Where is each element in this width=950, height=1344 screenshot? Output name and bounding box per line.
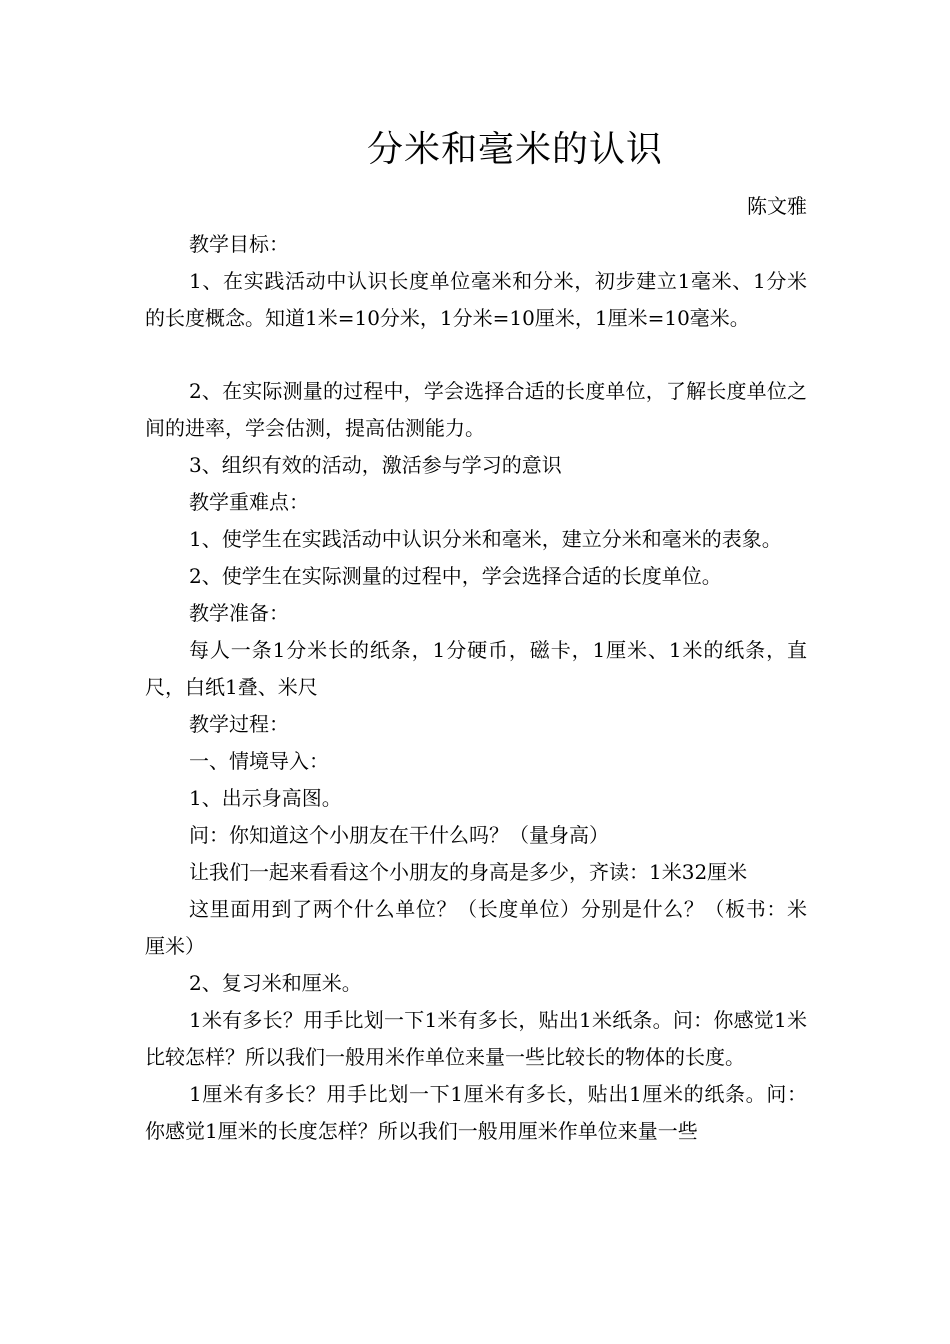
paragraph: 1厘米有多长？用手比划一下1厘米有多长，贴出1厘米的纸条。问：你感觉1厘米的长度怎样？所以我们一般用厘米作单位来量一些 (145, 1082, 807, 1143)
paragraph: 教学准备： (189, 601, 289, 625)
document-author: 陈文雅 (747, 194, 807, 218)
paragraph: 一、情境导入： (189, 749, 329, 773)
paragraph: 2、使学生在实际测量的过程中，学会选择合适的长度单位。 (189, 564, 722, 588)
paragraph: 让我们一起来看看这个小朋友的身高是多少，齐读：1米32厘米 (189, 860, 748, 884)
document-body (145, 226, 807, 1150)
paragraph: 1、在实践活动中认识长度单位毫米和分米，初步建立1毫米、1分米的长度概念。知道1米=10分米，1分米=10厘米，1厘米=10毫米。 (145, 269, 807, 330)
paragraph: 问：你知道这个小朋友在干什么吗？（量身高） (189, 823, 609, 847)
paragraph: 每人一条1分米长的纸条，1分硬币，磁卡，1厘米、1米的纸条，直尺，白纸1叠、米尺 (145, 638, 807, 699)
paragraph: 教学目标： (189, 232, 289, 256)
paragraph: 教学重难点： (189, 490, 309, 514)
paragraph: 这里面用到了两个什么单位？（长度单位）分别是什么？（板书：米 厘米） (145, 897, 807, 958)
paragraph: 1、使学生在实践活动中认识分米和毫米，建立分米和毫米的表象。 (189, 527, 782, 551)
paragraph: 2、复习米和厘米。 (189, 971, 362, 995)
paragraph: 教学过程： (189, 712, 289, 736)
paragraph: 3、组织有效的活动，激活参与学习的意识 (189, 453, 562, 477)
paragraph: 1、出示身高图。 (189, 786, 342, 810)
paragraph: 2、在实际测量的过程中，学会选择合适的长度单位，了解长度单位之间的进率，学会估测，提高估测能力。 (145, 379, 807, 440)
paragraph: 1米有多长？用手比划一下1米有多长，贴出1米纸条。问：你感觉1米比较怎样？所以我们一般用米作单位来量一些比较长的物体的长度。 (145, 1008, 807, 1069)
document-title: 分米和毫米的认识 (366, 129, 663, 170)
